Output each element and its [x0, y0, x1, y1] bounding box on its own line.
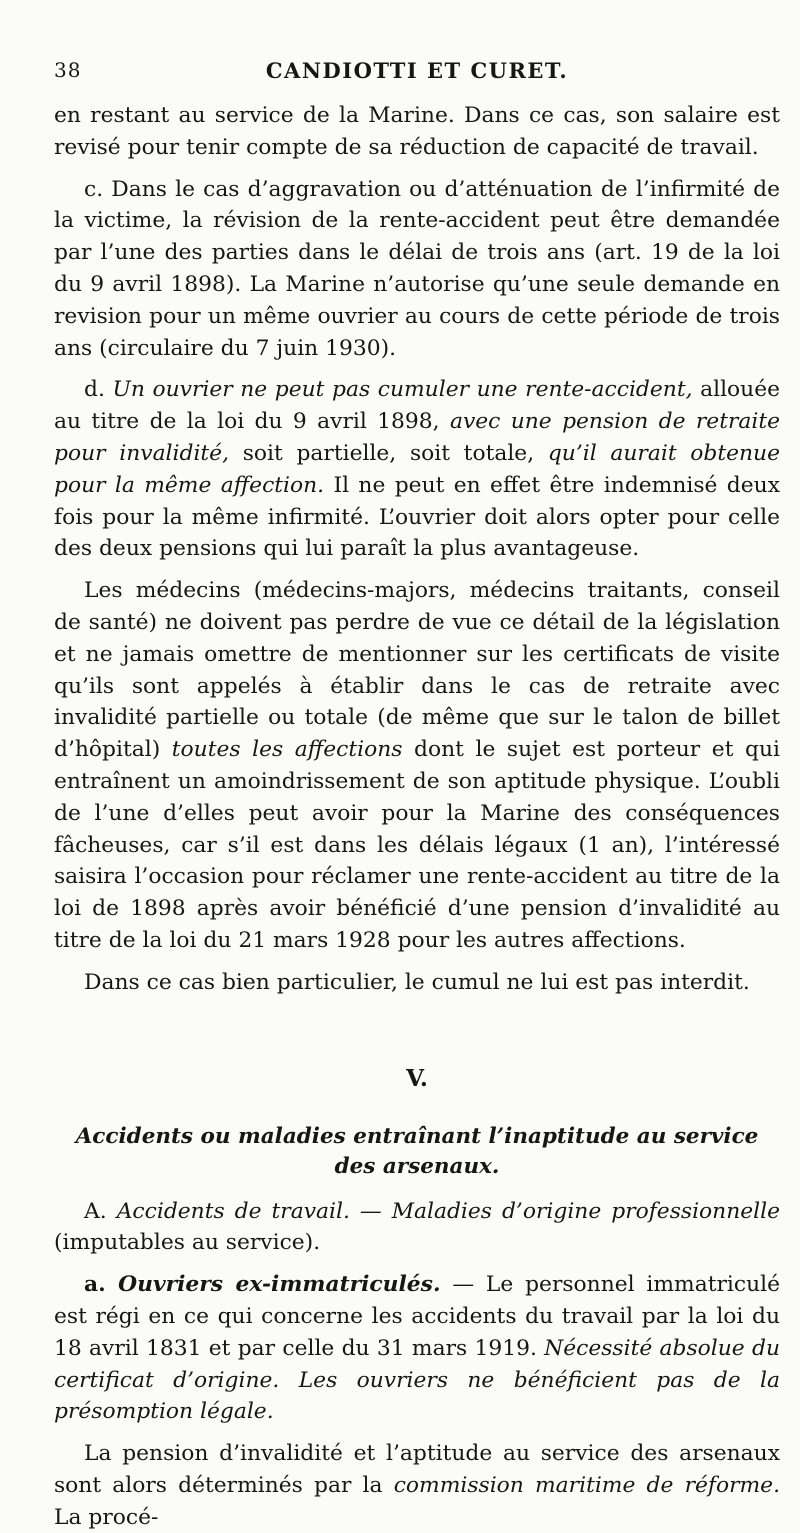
paragraph-text: La procé-	[54, 1504, 159, 1530]
italic-phrase: Maladies d’origine professionnelle	[391, 1198, 780, 1224]
paragraph-cumul	[54, 967, 780, 999]
paragraph-lead: d.	[84, 377, 113, 403]
paragraph-text: allouée au titre de la loi du 9 avril 1898,	[54, 377, 781, 435]
page-header	[54, 58, 780, 88]
paragraph-text: Il ne peut en effet être indemnisé deux fois pour la même infirmité. L’ouvrier doit alors opter pour celle des deux pensions qui lui paraît la plus avantageuse.	[54, 472, 780, 562]
page-number: 38	[54, 58, 82, 82]
italic-phrase: commission maritime de réforme.	[393, 1472, 780, 1498]
paragraph-pension	[54, 1438, 780, 1533]
italic-phrase: Ouvriers ex-immatriculés.	[118, 1272, 441, 1298]
running-title: CANDIOTTI ET CURET.	[265, 58, 569, 83]
italic-phrase: qu’il aurait obtenue pour la même affection.	[54, 440, 780, 498]
paragraph-text: en restant au service de la Marine. Dans ce cas, son salaire est revisé pour tenir compte de sa réduction de capacité de travail.	[54, 103, 780, 160]
paragraph-A	[54, 1196, 780, 1260]
paragraph-lead: A.	[84, 1198, 117, 1224]
paragraph-a	[54, 1269, 780, 1428]
italic-phrase: Un ouvrier ne peut pas cumuler une rente-accident,	[112, 377, 693, 403]
paragraph-c	[54, 174, 780, 365]
paragraph-medecins	[54, 575, 780, 957]
paragraph-text: La pension d’invalidité et l’aptitude au service des arsenaux sont alors déterminés par la	[54, 1441, 780, 1498]
paragraph-text: Les médecins (médecins-majors, médecins traitants, conseil de santé) ne doivent pas perdre de vue ce détail de la législation et ne jamais omettre de mentionner sur les certificats de visite qu’ils sont appelés à établir dans le cas de retraite avec invalidité partielle ou totale (de même que sur le talon de billet d’hôpital)	[54, 578, 780, 763]
paragraph-d	[54, 374, 780, 565]
paragraph-text: (imputables au service).	[54, 1230, 321, 1256]
section-heading: Accidents ou maladies entraînant l’inaptitude au service des arsenaux.	[75, 1123, 759, 1179]
italic-phrase: toutes les affections	[171, 737, 403, 763]
italic-phrase: Nécessité absolue du certificat d’origine. Les ouvriers ne bénéficient pas de la présomption légale.	[54, 1335, 780, 1425]
paragraph-text: soit partielle, soit totale,	[229, 440, 548, 466]
paragraph-text: — Le personnel immatriculé est régi en ce qui concerne les accidents du travail par la loi du 18 avril 1831 et par celle du 31 mars 1919.	[54, 1272, 780, 1361]
section-number: V.	[406, 1064, 428, 1092]
paragraph-continuation	[54, 100, 780, 164]
paragraph-text: Dans ce cas bien particulier, le cumul ne lui est pas interdit.	[84, 969, 750, 995]
italic-phrase: avec une pension de retraite pour invalidité,	[54, 409, 780, 466]
paragraph-text: dont le sujet est porteur et qui entraînent un amoindrissement de son aptitude physique. L’oubli de l’une d’elles peut avoir pour la Marine des conséquences fâcheuses, car s’il est dans les délais légaux (1 an), l’intéressé saisira l’occasion pour réclamer une rente-accident au titre de la loi de 1898 après avoir bénéficié d’une pension d’invalidité au titre de la loi du 21 mars 1928 pour les autres affections.	[54, 737, 780, 953]
paragraph-text: —	[349, 1198, 392, 1224]
paragraph-lead: a.	[84, 1272, 119, 1298]
italic-phrase: Accidents de travail.	[116, 1198, 350, 1224]
paragraph-text: c. Dans le cas d’aggravation ou d’atténuation de l’infirmité de la victime, la révision de la rente-accident peut être demandée par l’une des parties dans le délai de trois ans (art. 19 de la loi du 9 avril 1898). La Marine n’autorise qu’une seule demande en revision pour un même ouvrier au cours de cette période de trois ans (circulaire du 7 juin 1930).	[54, 176, 780, 361]
